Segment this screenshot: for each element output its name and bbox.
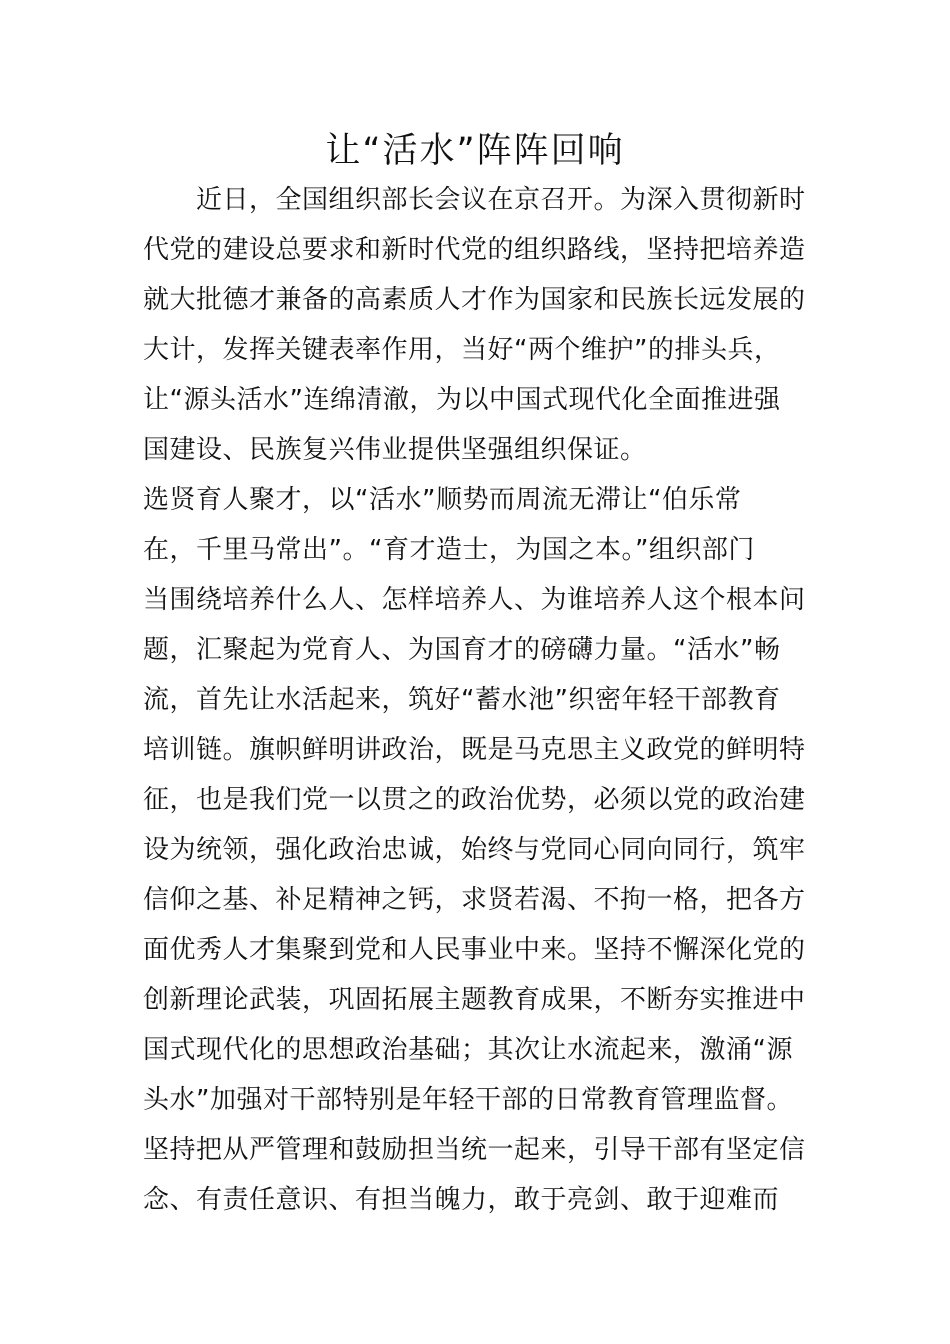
body-text-line: 培训链。旗帜鲜明讲政治，既是马克思主义政党的鲜明特 [143, 735, 806, 765]
body-text-line: 代党的建设总要求和新时代党的组织路线，坚持把培养造 [143, 235, 806, 265]
body-text-line: 头水”加强对干部特别是年轻干部的日常教育管理监督。 [143, 1085, 793, 1115]
body-text-line: 设为统领，强化政治忠诚，始终与党同心同向同行，筑牢 [143, 835, 806, 865]
body-text-line: 当围绕培养什么人、怎样培养人、为谁培养人这个根本问 [143, 585, 806, 615]
body-text-line: 征，也是我们党一以贯之的政治优势，必须以党的政治建 [143, 785, 806, 815]
body-text-line: 选贤育人聚才，以“活水”顺势而周流无滞让“伯乐常 [143, 485, 742, 515]
body-text-line: 国建设、民族复兴伟业提供坚强组织保证。 [143, 435, 647, 465]
body-text-line: 信仰之基、补足精神之钙，求贤若渴、不拘一格，把各方 [143, 885, 806, 915]
body-text-line: 面优秀人才集聚到党和人民事业中来。坚持不懈深化党的 [143, 935, 806, 965]
body-text-line: 创新理论武装，巩固拓展主题教育成果，不断夯实推进中 [143, 985, 806, 1015]
body-text-line: 念、有责任意识、有担当魄力，敢于亮剑、敢于迎难而 [143, 1185, 780, 1215]
body-text-line: 就大批德才兼备的高素质人才作为国家和民族长远发展的 [143, 285, 806, 315]
body-text-line: 让“源头活水”连绵清澈，为以中国式现代化全面推进强 [143, 385, 781, 415]
body-text-line: 大计，发挥关键表率作用，当好“两个维护”的排头兵， [143, 335, 781, 365]
body-text-line: 国式现代化的思想政治基础；其次让水流起来，激涌“源 [143, 1035, 793, 1065]
body-text-line: 流，首先让水活起来，筑好“蓄水池”织密年轻干部教育 [143, 685, 781, 715]
page-title: 让“活水”阵阵回响 [325, 131, 625, 171]
body-text-line: 在，千里马常出”。“育才造士，为国之本。”组织部门 [143, 535, 755, 565]
body-text-line: 近日，全国组织部长会议在京召开。为深入贯彻新时 [143, 185, 806, 215]
body-text-line: 题，汇聚起为党育人、为国育才的磅礴力量。“活水”畅 [143, 635, 781, 665]
body-text-line: 坚持把从严管理和鼓励担当统一起来，引导干部有坚定信 [143, 1135, 806, 1165]
